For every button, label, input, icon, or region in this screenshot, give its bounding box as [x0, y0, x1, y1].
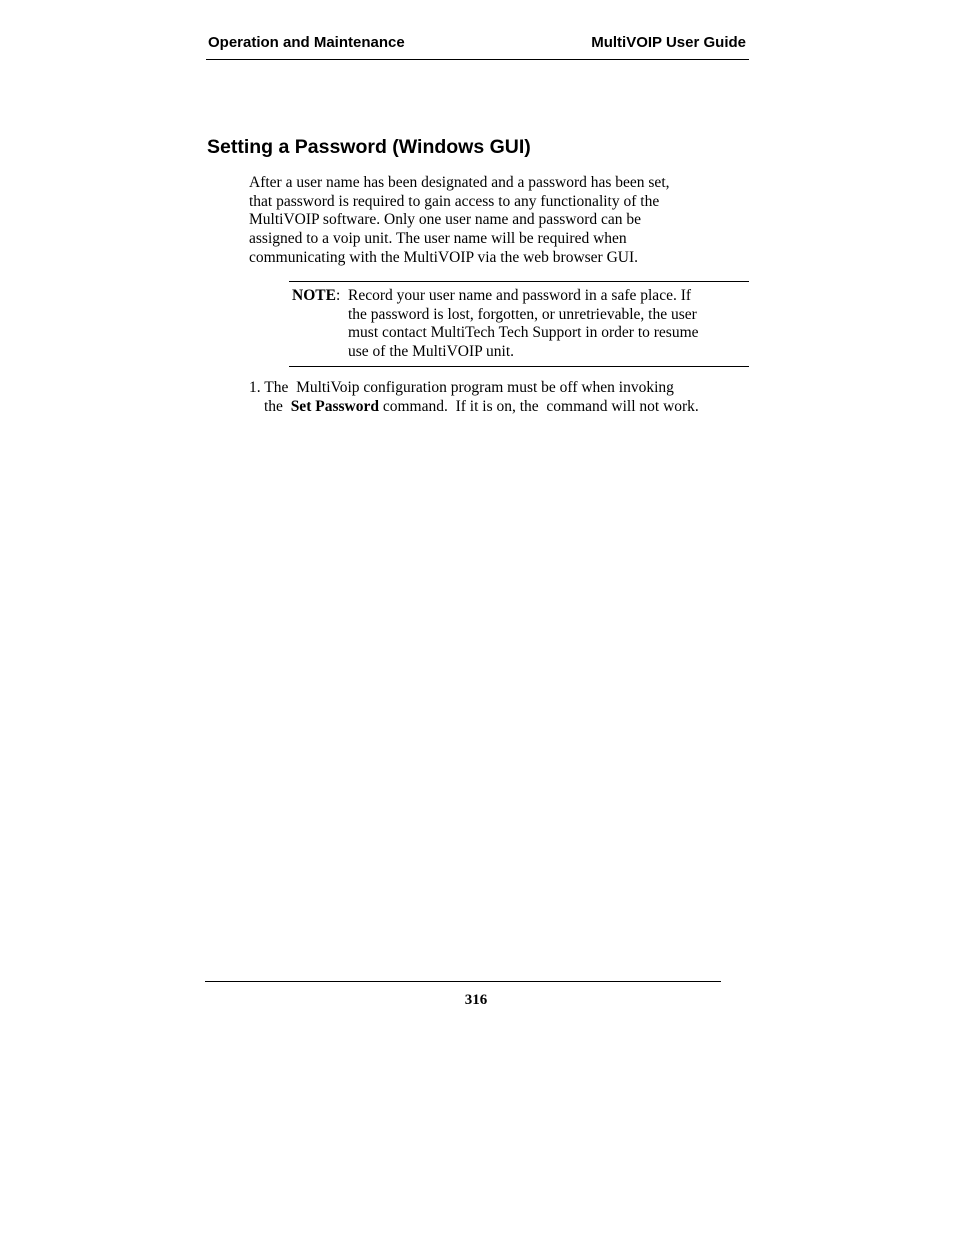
- intro-line: assigned to a voip unit. The user name will be required when: [249, 230, 627, 248]
- note-line: use of the MultiVOIP unit.: [348, 343, 515, 361]
- step-line: [249, 398, 749, 417]
- intro-line: communicating with the MultiVOIP via the web browser GUI.: [249, 248, 639, 266]
- set-password-command: Set Password: [290, 397, 379, 415]
- intro-line: MultiVOIP software. Only one user name and password can be: [249, 211, 641, 229]
- note-text: [348, 287, 748, 362]
- note-box: [289, 281, 749, 367]
- intro-paragraph: [249, 174, 739, 268]
- step-line: 1. The MultiVoip configuration program must be off when invoking: [249, 379, 674, 396]
- step-text: command. If it is on, the command will not work.: [378, 397, 699, 415]
- section-title: Setting a Password (Windows GUI): [207, 136, 531, 158]
- note-label: [292, 287, 340, 306]
- intro-line: After a user name has been designated and a password has been set,: [249, 174, 670, 191]
- step-text: the: [264, 397, 291, 415]
- note-line: the password is lost, forgotten, or unretrievable, the user: [348, 305, 697, 323]
- page-number: 316: [464, 992, 488, 1008]
- note-label-text: NOTE: [292, 287, 336, 304]
- header-guide-title: MultiVOIP User Guide: [591, 34, 746, 51]
- note-label-separator: :: [335, 287, 341, 304]
- step-item: [249, 379, 749, 416]
- header-chapter: Operation and Maintenance: [208, 34, 405, 51]
- note-line: Record your user name and password in a safe place. If: [348, 287, 692, 304]
- footer-rule: [205, 981, 721, 982]
- page-header: [206, 33, 749, 60]
- note-line: must contact MultiTech Tech Support in order to resume: [348, 324, 699, 342]
- intro-line: that password is required to gain access to any functionality of the: [249, 192, 660, 210]
